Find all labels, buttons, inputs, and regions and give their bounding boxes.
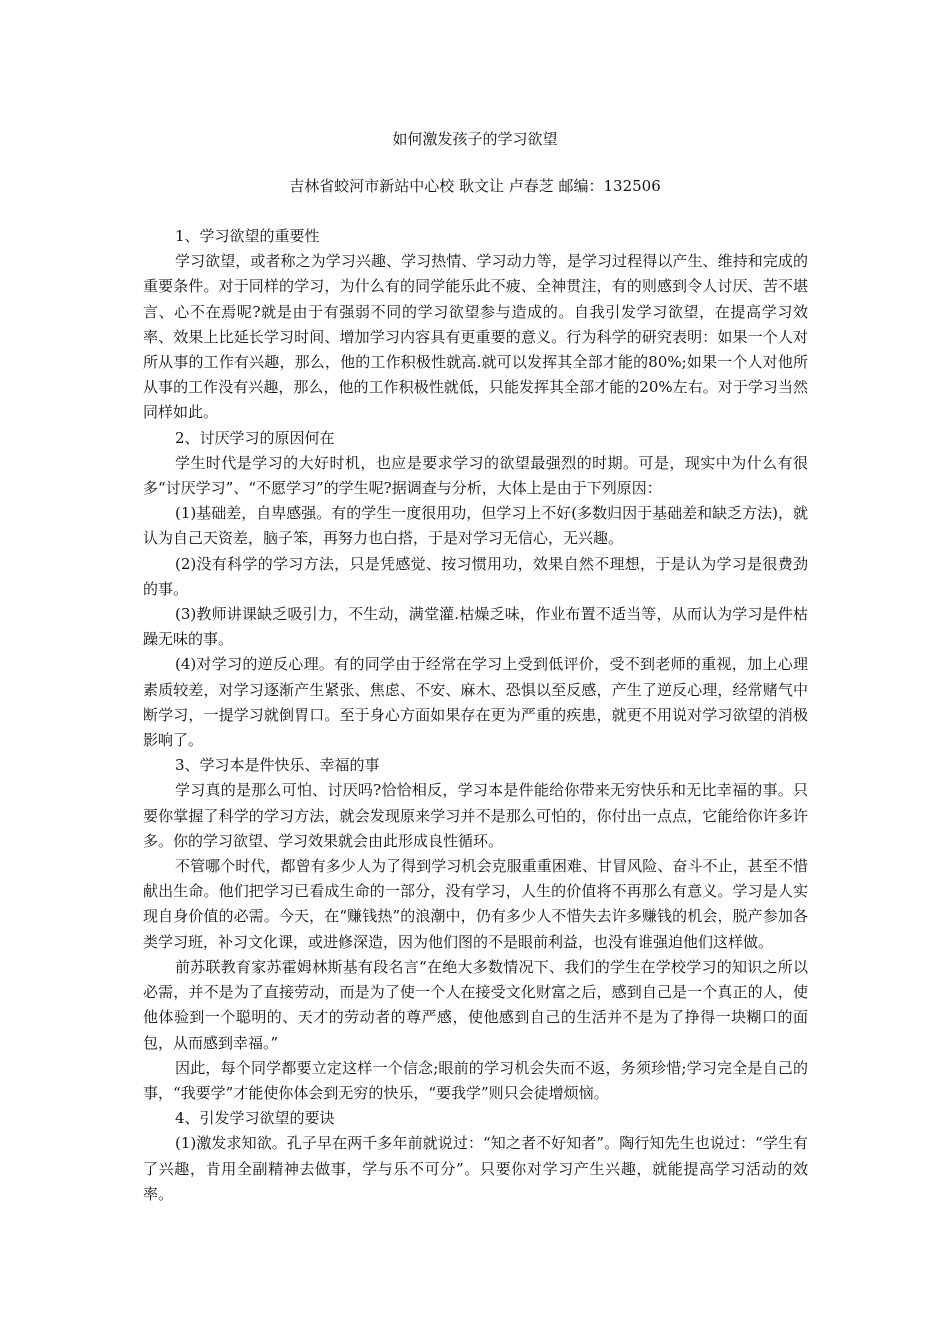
document-body xyxy=(143,224,808,1207)
section-heading: 3、学习本是件快乐、幸福的事 xyxy=(175,756,380,775)
paragraph: 学生时代是学习的大好时机，也应是要求学习的欲望最强烈的时期。可是，现实中为什么有很多“讨厌学习”、“不愿学习”的学生呢?据调查与分析，大体上是由于下列原因： xyxy=(143,453,808,498)
list-item: (1)激发求知欲。孔子早在两千多年前就说过：“知之者不好知者”。陶行知先生也说过：“学生有了兴趣，肯用全副精神去做事，学与乐不可分”。只要你对学习产生兴趣，就能提高学习活动的效率。 xyxy=(143,1134,808,1203)
list-item: (2)没有科学的学习方法，只是凭感觉、按习惯用功，效果自然不理想，于是认为学习是很费劲的事。 xyxy=(143,554,808,598)
paragraph: 前苏联教育家苏霍姆林斯基有段名言“在绝大多数情况下、我们的学生在学校学习的知识之所以必需，并不是为了直接劳动，而是为了使一个人在接受文化财富之后，感到自己是一个真正的人，使他体验到一个聪明的、天才的劳动者的尊严感，使他感到自己的生活并不是为了挣得一块糊口的面包，从而感到幸福。” xyxy=(143,957,808,1052)
author-byline: 吉林省蛟河市新站中心校 耿文让 卢春芝 邮编：132506 xyxy=(289,177,661,195)
paragraph: 学习欲望，或者称之为学习兴趣、学习热情、学习动力等，是学习过程得以产生、维持和完成的重要条件。对于同样的学习，为什么有的同学能乐此不疲、全神贯注，有的则感到令人讨厌、苦不堪言、心不在焉呢?就是由于有强弱不同的学习欲望参与造成的。自我引发学习欲望，在提高学习效率、效果上比延长学习时间、增加学习内容具有更重要的意义。行为科学的研究表明：如果一个人对所从事的工作有兴趣，那么，他的工作积极性就高.就可以发挥其全部才能的80%;如果一个人对他所从事的工作没有兴趣，那么，他的工作积极性就低，只能发挥其全部才能的20%左右。对于学习当然同样如此。 xyxy=(143,252,808,422)
list-item: (4)对学习的逆反心理。有的同学由于经常在学习上受到低评价，受不到老师的重视，加上心理素质较差，对学习逐渐产生紧张、焦虑、不安、麻木、恐惧以至反感，产生了逆反心理，经常赌气中断学习，一提学习就倒胃口。至于身心方面如果存在更为严重的疾患，就更不用说对学习欲望的消极影响了。 xyxy=(143,655,808,750)
document-title: 如何激发孩子的学习欲望 xyxy=(392,130,558,148)
list-item: (3)教师讲课缺乏吸引力，不生动，满堂灌.枯燥乏味，作业布置不适当等，从而认为学习是件枯躁无味的事。 xyxy=(143,605,808,649)
list-item: (1)基础差，自卑感强。有的学生一度很用功，但学习上不好(多数归因于基础差和缺乏方法)，就认为自己天资差，脑子笨，再努力也白搭，于是对学习无信心，无兴趣。 xyxy=(143,504,808,548)
paragraph: 学习真的是那么可怕、讨厌吗?恰恰相反，学习本是件能给你带来无穷快乐和无比幸福的事。只要你掌握了科学的学习方法，就会发现原来学习并不是那么可怕的，你付出一点点，它能给你许多许多。你的学习欲望、学习效果就会由此形成良性循环。 xyxy=(143,781,808,850)
section-heading: 1、学习欲望的重要性 xyxy=(175,227,320,245)
paragraph: 不管哪个时代，都曾有多少人为了得到学习机会克服重重困难、甘冒风险、奋斗不止，甚至不惜献出生命。他们把学习已看成生命的一部分，没有学习，人生的价值将不再那么有意义。学习是人实现自身价值的必需。今天，在“赚钱热”的浪潮中，仍有多少人不惜失去许多赚钱的机会，脱产参加各类学习班，补习文化课，或进修深造，因为他们图的不是眼前利益，也没有谁强迫他们这样做。 xyxy=(143,857,808,951)
section-heading: 2、讨厌学习的原因何在 xyxy=(175,428,335,447)
paragraph: 因此，每个同学都要立定这样一个信念;眼前的学习机会失而不返，务须珍惜;学习完全是自己的事，“我要学”才能使你体会到无穷的快乐，“要我学”则只会徒增烦恼。 xyxy=(143,1058,808,1102)
section-heading: 4、引发学习欲望的要诀 xyxy=(175,1109,335,1128)
